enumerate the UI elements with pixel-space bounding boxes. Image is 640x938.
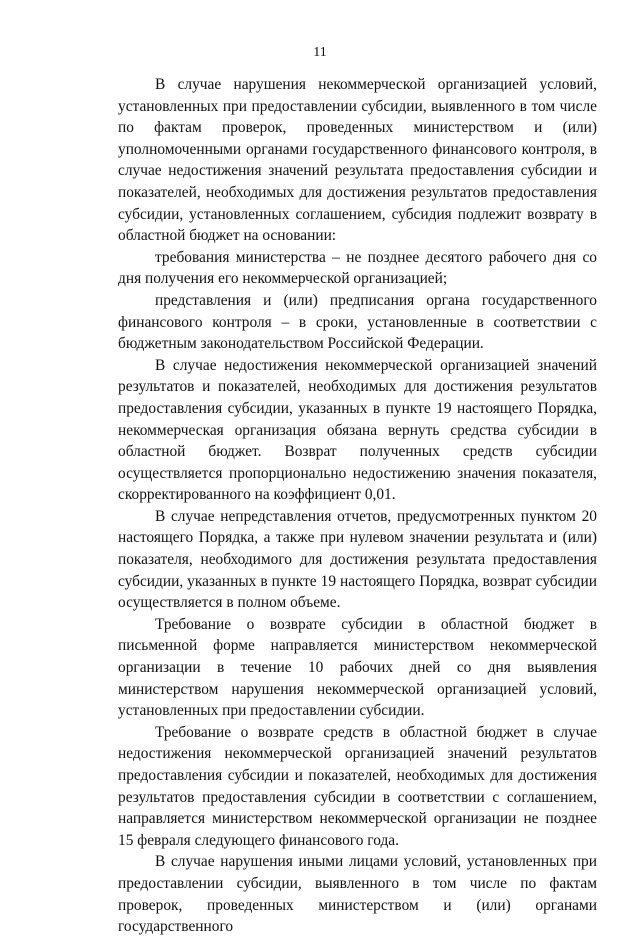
page-number: 11	[313, 45, 327, 60]
paragraph-demand-deadline: Требование о возврате средств в областной бюджет в случае недостижения некоммерческой организацией значений результатов предоставления субсидии и показателей, необходимых для достижения результатов предоставления субсидии в соответствии с соглашением, направляется министерством некоммерческой организации не позднее 15 февраля следующего финансового года.	[118, 723, 597, 849]
paragraph-control-order: представления и (или) предписания органа государственного финансового контроля – в сроки, установленные в соответствии с бюджетным законодательством Российской Федерации.	[118, 291, 597, 353]
paragraph-no-reports: В случае непредставления отчетов, предусмотренных пунктом 20 настоящего Порядка, а также при нулевом значении результата и (или) показателя, необходимого для достижения результата предоставления субсидии, указанных в пункте 19 настоящего Порядка, возврат субсидии осуществляется в полном объеме.	[118, 507, 597, 612]
paragraph-return-grounds: В случае нарушения некоммерческой организацией условий, установленных при предоставлении субсидии, выявленного в том числе по фактам проверок, проведенных министерством и (или) уполномоченными органами государственного финансового контроля, в случае недостижения значений результата предоставления субсидии и показателей, необходимых для достижения результатов предоставления субсидии, установленных соглашением, субсидия подлежит возврату в областной бюджет на основании:	[118, 76, 597, 245]
paragraph-ministry-requirement: требования министерства – не позднее десятого рабочего дня со дня получения его некоммерческой организацией;	[118, 248, 597, 288]
paragraph-other-persons: В случае нарушения иными лицами условий, установленных при предоставлении субсидии, выявленного в том числе по фактам проверок, проведенных министерством и (или) органами государственного	[118, 853, 597, 936]
document-body	[118, 74, 597, 938]
paragraph-non-achievement: В случае недостижения некоммерческой организацией значений результатов и показателей, необходимых для достижения результатов предоставления субсидии, указанных в пункте 19 настоящего Порядка, некоммерческая организация обязана вернуть средства субсидии в областной бюджет. Возврат полученных средств субсидии осуществляется пропорционально недостижению значения показателя, скорректированного на коэффициент 0,01.	[118, 356, 597, 504]
paragraph-written-demand: Требование о возврате субсидии в областной бюджет в письменной форме направляется министерством некоммерческой организации в течение 10 рабочих дней со дня выявления министерством нарушения некоммерческой организацией условий, установленных при предоставлении субсидии.	[118, 615, 597, 720]
